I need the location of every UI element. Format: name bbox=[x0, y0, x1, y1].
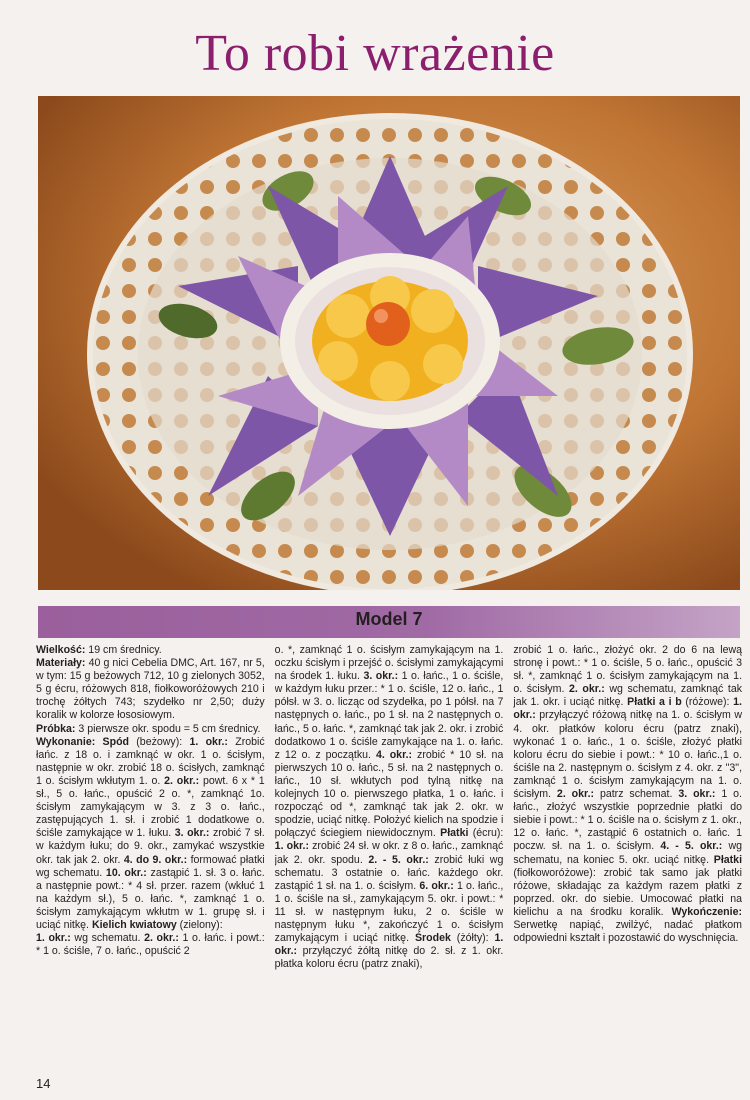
label-center: Środek bbox=[414, 932, 451, 945]
text-center-round-2: wg schematu, zamknąć tak jak 1. okr. i uciąć nitkę. bbox=[513, 683, 743, 709]
text-round-3: zrobić 7 sł. w każdym łuku; do 9. okr., zamykać wszystkie okr. tak jak 2. okr. bbox=[36, 827, 265, 866]
text-round-2: powt. 6 x * 1 sł., 5 o. łańc., opuścić 2 o. *, zamknąć 1o. ścisłym zamykającym w 3. z 3 o. łańc., zastępujących 1. sł. i zrobić 1 dodatkowe o. ściśle zamykające w 1. łuku. bbox=[36, 774, 265, 840]
text-round-10: zastąpić 1. sł. 3 o. łańc. a następnie powt.: * 4 sł. przer. razem (wkłuć 1 na każdym sł.), 5 o. łańc. *, zamknąć 1 o. ścisłym zamykającym wkłutm w 1. grupę sł. i uciąć nitkę. bbox=[36, 866, 265, 931]
text-center-color: (żółty): bbox=[450, 932, 495, 945]
text-center-round-1: przyłączyć żółtą nitkę do 2. sł. z 1. okr. płatka koloru écru (patrz znaki), bbox=[274, 945, 504, 971]
label-round-3: 3. okr.: bbox=[174, 827, 210, 840]
text-calyx-color: (zielony): bbox=[176, 918, 223, 931]
label-petals-ab-round-1: 1. okr.: bbox=[513, 696, 742, 722]
text-calyx-round-3: 1 o. łańc., 1 o. ściśle, w każdym łuku przer.: * 1 o. ściśle, 12 o. łańc., 1 półsł. w 3. o. licząc od szydełka, po 1 półsł. na 7 następnych o. łańc., po 1 sł. na 2 następnych o. łańc., 5 o. łańc. *, zamknąć tak jak 2. okr. i zrobić dodatkowo 1 o. ściśle zamykające na 1. o. łańc. z 12 o. z początku. bbox=[274, 670, 504, 761]
page-title: To robi wrażenie bbox=[195, 25, 555, 82]
label-petals-round-6: 6. okr.: bbox=[419, 879, 454, 892]
text-petals-round-2-5: zrobić łuki wg schematu. 3 ostatnie o. łańc. każdego okr. zastąpić 1 sł. na 1. o. ścisłym. bbox=[274, 853, 504, 892]
text-petals-ecru-color: (écru): bbox=[468, 827, 504, 840]
text-materials: 40 g nici Cebelia DMC, Art. 167, nr 5, w tym: 15 g beżowych 712, 10 g zielonych 3052, 5 g écru, różowych 818, fiołkoworóżowych 210 i trochę żółtych 743; szydełko nr 2,50; duży koralik w kolorze łososiowym. bbox=[36, 657, 265, 722]
label-petals-ab-round-4-5: 4. - 5. okr.: bbox=[660, 840, 723, 853]
text-calyx-cont: o. *, zamknąć 1 o. ścisłym zamykającym na 1. oczku ścisłym i przejść o. ścisłymi zamykającymi na środek 1. łuku. bbox=[274, 644, 504, 683]
label-round-1: 1. okr.: bbox=[189, 735, 228, 748]
label-center-round-2: 2. okr.: bbox=[569, 683, 605, 696]
text-center-cont: zrobić 1 o. łańc., złożyć okr. 2 do 6 na lewą stronę i powt.: * 1 o. ściśle, 5 o. łańc., opuścić 3 sł. *, zamknąć 1 o. ścisłym zamykającym na 1. o. ścisłym. bbox=[513, 644, 743, 696]
label-calyx: Kielich kwiatowy bbox=[91, 918, 177, 931]
model-title-banner bbox=[38, 606, 740, 638]
label-round-4-9: 4. do 9. okr.: bbox=[123, 853, 188, 866]
label-calyx-round-4: 4. okr.: bbox=[375, 748, 413, 761]
text-calyx-round-2: 1 o. łańc. i powt.: * 1 o. ściśle, 7 o. łańc., opuścić 2 bbox=[36, 932, 265, 958]
text-round-1: Zrobić łańc. z 18 o. i zamknąć w okr. 1 o. ścisłym, następnie w okr. zrobić 18 o. ścisłych, zamknąć 1 o. ścisłym wkłutym 1. o. bbox=[36, 735, 265, 787]
label-petals-ab-round-2: 2. okr.: bbox=[556, 788, 595, 801]
text-calyx-round-1: wg schematu. bbox=[70, 932, 145, 945]
label-finishing: Wykończenie: bbox=[671, 905, 743, 918]
text-petals-round-6: 1 o. łańc., 1 o. ściśle na sł., zamykającym 5. okr. i powt.: * 11 sł. w następnym łuku, 2 o. ściśle w następnym łuku *, zakończyć 1 o. ścisłym zamykającym i uciąć nitkę. bbox=[274, 879, 504, 945]
text-petals-ab-round-4-5: wg schematu, na koniec 5. okr. uciąć nitkę. bbox=[513, 840, 742, 866]
label-execution: Wykonanie: Spód bbox=[36, 735, 130, 748]
label-size: Wielkość: bbox=[36, 644, 86, 656]
label-round-2: 2. okr.: bbox=[164, 774, 200, 787]
crochet-flower-doily-icon bbox=[38, 96, 740, 590]
text-calyx-round-4: zrobić * 10 sł. na pierwszych 10 o. łańc., 5 sł. na 2 następnych o. łańc., 10 sł. wkłutych pod tylną nitkę na kolejnych 10 o. pierwszego płatka, 1 o. łańc. i rozpocząć od *, zamknąć tak jak 2. okr. w spodzie, uciąć nitkę. Położyć kielich na spodzie i połączyć ściegiem niewidocznym. bbox=[274, 748, 504, 840]
instructions-text bbox=[36, 644, 742, 1064]
label-materials: Materiały: bbox=[36, 657, 86, 670]
text-column-3 bbox=[513, 644, 742, 1064]
label-petals-ab: Płatki a i b bbox=[627, 696, 682, 709]
label-calyx-round-3: 3. okr.: bbox=[363, 670, 399, 683]
text-size: 19 cm średnicy. bbox=[85, 644, 162, 656]
text-column-2 bbox=[275, 644, 504, 1064]
label-sample: Próbka: bbox=[36, 722, 76, 735]
text-column-1 bbox=[36, 644, 265, 1064]
label-calyx-round-2: 2. okr.: bbox=[144, 932, 179, 945]
label-calyx-round-1: 1. okr.: bbox=[36, 932, 71, 945]
label-petals-round-1: 1. okr.: bbox=[274, 840, 310, 853]
label-petals-ab-round-3: 3. okr.: bbox=[678, 788, 716, 801]
text-finishing: Serwetkę napiąć, zwilżyć, nadać płatkom odpowiedni kształt i pozostawić do wyschnięcia. bbox=[513, 918, 743, 945]
label-petals-violet: Płatki bbox=[713, 853, 743, 866]
text-petals-ab-color: (różowe): bbox=[681, 696, 734, 709]
text-petals-violet: (fiołkoworóżowe): zrobić tak samo jak płatki różowe, składając za każdym razem płatki z poprzed. okr. do siebie. Umocować płatki na kielichu a na środku koralik. bbox=[513, 866, 743, 918]
text-petals-ab-round-1: przyłączyć różową nitkę na 1. o. ścisłym w 4. okr. płatków koloru écru (patrz znaki), wykonać 1 o. łańc., 1 o. ściśle, złożyć płatki koloru écru do siebie i powt.: * 10 o. łańc.,1 o. ściśle na 2. następnym o. ścisłym z 4. okr. z "3", zamknąć 1 o. ścisłym zamykającym na 1. o. ścisłym. bbox=[513, 709, 743, 801]
page-number: 14 bbox=[36, 1076, 51, 1091]
text-petals-ab-round-3: 1 o. łańc., złożyć wszystkie poprzednie płatki do siebie i powt.: * 1 o. ściśle na o. ścisłym z 1. okr., 12 o. łańc. *, zastąpić 6 ostatnich o. łańc. 1 poczw. sł. na 1. o. ścisłym. bbox=[513, 788, 743, 853]
label-round-10: 10. okr.: bbox=[105, 866, 147, 879]
label-petals-ecru: Płatki bbox=[440, 827, 469, 840]
label-center-round-1: 1. okr.: bbox=[274, 932, 504, 958]
crochet-flower-photo bbox=[38, 96, 740, 590]
text-petals-round-1: zrobić 24 sł. w okr. z 8 o. łańc., zamknąć jak 2. okr. spodu. bbox=[274, 840, 504, 866]
label-petals-round-2-5: 2. - 5. okr.: bbox=[368, 853, 429, 866]
text-base-color: (beżowy): bbox=[129, 735, 190, 748]
text-petals-ab-round-2: patrz schemat. bbox=[594, 788, 679, 801]
text-sample: 3 pierwsze okr. spodu = 5 cm średnicy. bbox=[75, 722, 261, 735]
text-round-4-9: formować płatki wg schematu. bbox=[36, 853, 265, 879]
model-title: Model 7 bbox=[355, 609, 423, 629]
